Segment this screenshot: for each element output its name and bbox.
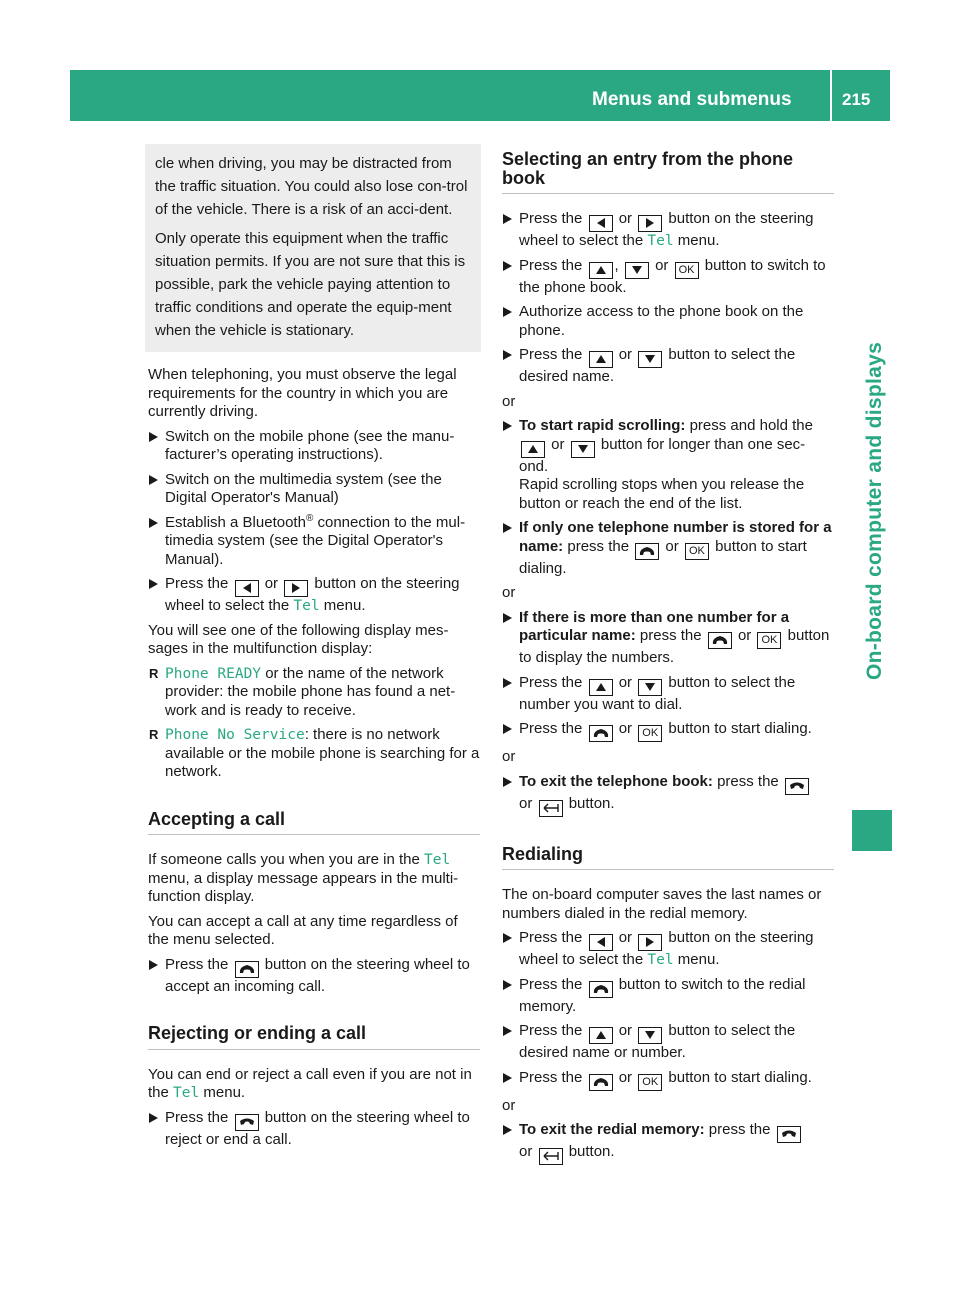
chapter-label: On-board computer and displays: [863, 341, 886, 680]
left-arrow-key-icon: [589, 215, 613, 232]
page-number: 215: [842, 90, 871, 109]
or-separator: or: [502, 748, 516, 765]
bullet-phone-ready: R Phone READY or the name of the network provider: the mobile phone has found a net-work and is ready to receive.: [148, 665, 480, 721]
heading-select-phonebook: Selecting an entry from the phone book: [502, 150, 834, 194]
or-separator: or: [502, 584, 516, 601]
accept-paragraph-2: You can accept a call at any time regardless of the menu selected.: [148, 912, 458, 948]
step-switch-on-multimedia: Switch on the multimedia system (see the Digital Operator's Manual): [148, 471, 480, 508]
pb-step-select-name: Press the or button to select the desired name.: [502, 346, 834, 387]
phone-accept-key-icon: [589, 725, 613, 742]
up-arrow-key-icon: [589, 679, 613, 696]
step-reject-call: Press the button on the steering wheel to reject or end a call.: [148, 1109, 480, 1150]
redial-step-select-entry: Press the or button to select the desired name or number.: [502, 1022, 834, 1063]
pb-step-start-dialing: Press the or OK button to start dialing.: [502, 720, 834, 742]
down-arrow-key-icon: [638, 1027, 662, 1044]
pb-step-authorize: Authorize access to the phone book on the phone.: [502, 303, 834, 340]
warning-box: [145, 144, 481, 352]
pb-step-open-book: Press the , or OK button to switch to the phone book.: [502, 257, 834, 298]
up-arrow-key-icon: [589, 1027, 613, 1044]
back-key-icon: [539, 800, 563, 817]
ok-key-icon: OK: [675, 262, 699, 279]
or-separator: or: [502, 392, 516, 410]
phone-accept-key-icon: [708, 632, 732, 649]
phone-end-key-icon: [785, 778, 809, 795]
ok-key-icon: OK: [638, 725, 662, 742]
warning-text-2: Only operate this equipment when the traffic situation permits. If you are not sure that this is possible, park the vehicle paying attention to traffic conditions and operate the equip-ment when the vehicle is stationary.: [155, 230, 466, 339]
warning-text-1: cle when driving, you may be distracted from the traffic situation. You could also lose con-trol of the vehicle. There is a risk of an acci-dent.: [155, 155, 468, 218]
redial-step-open-memory: Press the button to switch to the redial memory.: [502, 976, 834, 1017]
phone-accept-key-icon: [589, 981, 613, 998]
left-arrow-key-icon: [235, 580, 259, 597]
phone-accept-key-icon: [589, 1074, 613, 1091]
redial-paragraph: The on-board computer saves the last names or numbers dialed in the redial memory.: [502, 886, 822, 922]
pb-step-multiple-numbers: If there is more than one number for a particular name: press the or OK button to display the numbers.: [502, 609, 834, 668]
back-key-icon: [539, 1148, 563, 1165]
down-arrow-key-icon: [625, 262, 649, 279]
section-title: Menus and submenus: [592, 89, 792, 110]
chapter-marker: [852, 810, 892, 851]
right-column: [502, 150, 834, 1171]
header-divider: [830, 70, 832, 121]
step-select-tel: Press the or button on the steering wheel to select the Tel menu.: [148, 575, 480, 616]
pb-step-select-tel: Press the or button on the steering wheel to select the Tel menu.: [502, 210, 834, 251]
display-intro: You will see one of the following display mes-sages in the multifunction display:: [148, 621, 449, 657]
step-accept-call: Press the button on the steering wheel to accept an incoming call.: [148, 956, 480, 997]
pb-step-select-number: Press the or button to select the number you want to dial.: [502, 674, 834, 715]
heading-redialing: Redialing: [502, 845, 834, 871]
heading-accepting-call: Accepting a call: [148, 810, 480, 836]
step-bluetooth: Establish a Bluetooth® connection to the mul-timedia system (see the Digital Operator's Manual).: [148, 514, 480, 570]
redial-step-start-dialing: Press the or OK button to start dialing.: [502, 1069, 834, 1091]
down-arrow-key-icon: [638, 679, 662, 696]
pb-step-exit: To exit the telephone book: press the or button.: [502, 773, 834, 817]
intro-paragraph: When telephoning, you must observe the legal requirements for the country in which you are currently driving.: [148, 366, 457, 420]
down-arrow-key-icon: [571, 441, 595, 458]
phone-end-key-icon: [235, 1114, 259, 1131]
step-switch-on-phone: Switch on the mobile phone (see the manu-facturer’s operating instructions).: [148, 428, 480, 465]
ok-key-icon: OK: [638, 1074, 662, 1091]
phone-accept-key-icon: [635, 543, 659, 560]
right-arrow-key-icon: [284, 580, 308, 597]
pb-step-rapid-scroll: To start rapid scrolling: press and hold the or button for longer than one sec-ond. Rapid scrolling stops when you release the button or reach the end of the list.: [502, 417, 834, 513]
redial-step-exit: To exit the redial memory: press the or button.: [502, 1121, 834, 1165]
heading-rejecting-call: Rejecting or ending a call: [148, 1024, 480, 1050]
phone-accept-key-icon: [235, 961, 259, 978]
reject-paragraph: You can end or reject a call even if you are not in the Tel menu.: [148, 1065, 472, 1101]
left-column: [148, 150, 480, 1155]
right-arrow-key-icon: [638, 215, 662, 232]
or-separator: or: [502, 1096, 516, 1114]
ok-key-icon: OK: [757, 632, 781, 649]
pb-step-one-number: If only one telephone number is stored for a name: press the or OK button to start dialing.: [502, 519, 834, 578]
phone-end-key-icon: [777, 1126, 801, 1143]
bullet-phone-no-service: R Phone No Service: there is no network available or the mobile phone is searching for a network.: [148, 726, 480, 782]
ok-key-icon: OK: [685, 543, 709, 560]
up-arrow-key-icon: [521, 441, 545, 458]
accept-paragraph-1: If someone calls you when you are in the Tel menu, a display message appears in the multi-function display.: [148, 851, 459, 905]
right-arrow-key-icon: [638, 934, 662, 951]
tel-menu-code: Tel: [293, 598, 320, 614]
redial-step-select-tel: Press the or button on the steering wheel to select the Tel menu.: [502, 929, 834, 970]
left-arrow-key-icon: [589, 934, 613, 951]
up-arrow-key-icon: [589, 262, 613, 279]
up-arrow-key-icon: [589, 351, 613, 368]
down-arrow-key-icon: [638, 351, 662, 368]
